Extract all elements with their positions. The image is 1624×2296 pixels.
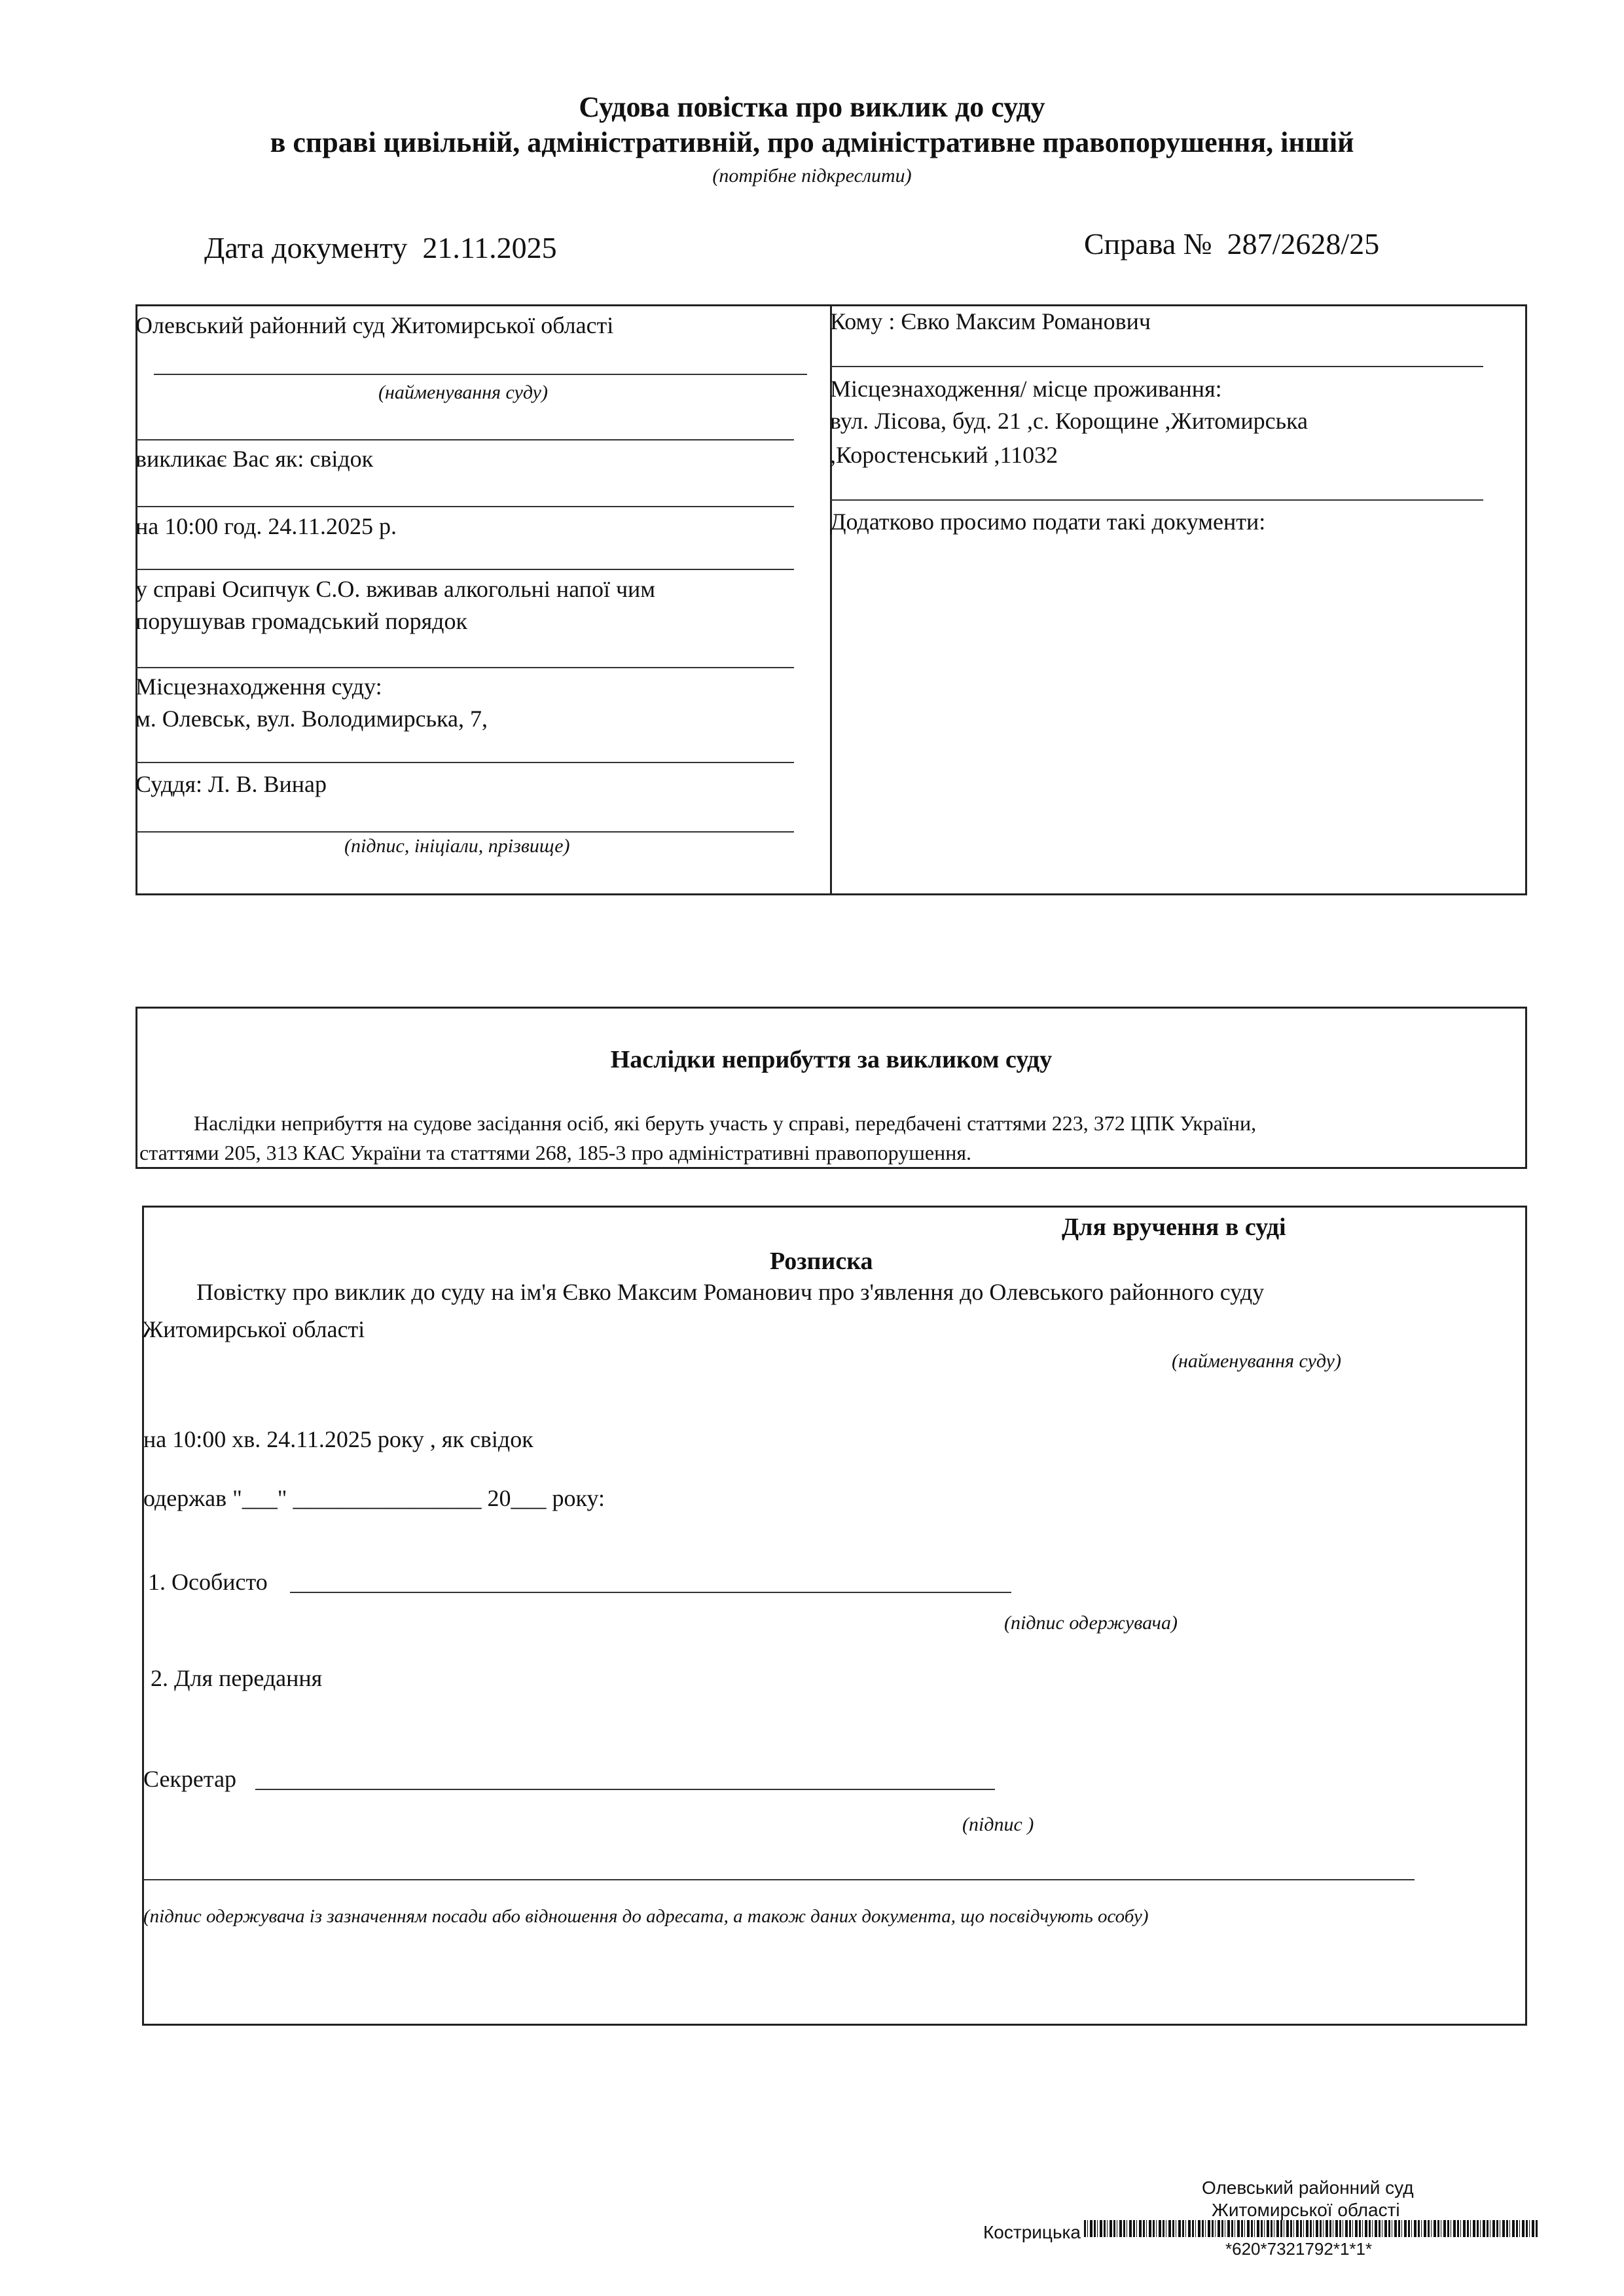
case-description-2: порушував громадський порядок <box>135 608 467 634</box>
court-name: Олевський районний суд Житомирської області <box>135 312 614 338</box>
stamp-court-line-2: Житомирської області <box>1212 2200 1400 2220</box>
consequences-text-1: Наслідки неприбуття на судове засідання осіб, які беруть участь у справі, передбачені статтями 223, 372 ЦПК України, <box>194 1111 1257 1135</box>
court-name-line <box>154 374 807 375</box>
court-name-caption: (найменування суду) <box>378 382 548 403</box>
receipt-time: на 10:00 хв. 24.11.2025 року , як свідок <box>143 1426 533 1452</box>
residence-label: Місцезнаходження/ місце проживання: <box>830 376 1222 402</box>
title-line-2: в справі цивільній, адміністративній, про адміністративне правопорушення, іншій <box>270 126 1354 158</box>
receipt-title: Розписка <box>770 1247 873 1275</box>
transfer-label: 2. Для передання <box>151 1665 323 1691</box>
received-on: одержав "___" ________________ 20___ року: <box>143 1485 605 1511</box>
secretary-label: Секретар <box>143 1766 237 1792</box>
judge-signature-line <box>135 831 794 833</box>
consequences-text-2: статтями 205, 313 КАС України та статтями 268, 185-3 про адміністративні правопорушення. <box>139 1141 972 1164</box>
residence-line-2: ,Коростенський ,11032 <box>830 442 1058 468</box>
recipient-details-line <box>143 1879 1415 1880</box>
receipt-court-caption: (найменування суду) <box>1172 1350 1341 1372</box>
divider-line <box>135 762 794 763</box>
judge: Суддя: Л. В. Винар <box>135 771 327 797</box>
judge-caption: (підпис, ініціали, прізвище) <box>344 835 570 857</box>
consequences-title: Наслідки неприбуття за викликом суду <box>610 1046 1053 1073</box>
document-date <box>204 230 557 265</box>
case-number <box>1084 226 1379 261</box>
calls-as: викликає Вас як: свідок <box>135 446 374 472</box>
residence-underline <box>830 499 1483 501</box>
receipt-line-2: Житомирської області <box>142 1316 365 1342</box>
receipt-line-1: Повістку про виклик до суду на ім'я Євко Максим Романович про з'явлення до Олевського районного суду <box>196 1279 1265 1305</box>
recipient-name: Кому : Євко Максим Романович <box>830 308 1151 334</box>
case-number-label: Справа № <box>1084 227 1212 260</box>
document-date-value: 21.11.2025 <box>422 231 557 264</box>
divider-line <box>135 439 794 440</box>
document-date-label: Дата документу <box>204 231 408 264</box>
case-description-1: у справі Осипчук С.О. вживав алкогольні напої чим <box>135 576 656 602</box>
personally-label: 1. Особисто <box>148 1569 268 1595</box>
clerk-name: Кострицька <box>983 2222 1081 2242</box>
for-court-delivery: Для вручення в суді <box>1062 1213 1286 1241</box>
stamp-court-line-1: Олевський районний суд <box>1202 2178 1414 2198</box>
barcode-image <box>1084 2220 1538 2237</box>
recipient-details-caption: (підпис одержувача із зазначенням посади або відношення до адресата, а також даних документа, що посвідчують особу) <box>143 1906 1149 1927</box>
residence-line-1: вул. Лісова, буд. 21 ,с. Корощине ,Житомирська <box>830 408 1308 434</box>
divider-line <box>135 506 794 507</box>
court-location: м. Олевськ, вул. Володимирська, 7, <box>135 706 488 732</box>
case-number-value: 287/2628/25 <box>1227 227 1380 260</box>
title-line-1: Судова повістка про виклик до суду <box>579 91 1045 123</box>
divider-line <box>135 569 794 570</box>
subtitle: (потрібне підкреслити) <box>712 165 912 187</box>
recipient-signature-caption: (підпис одержувача) <box>1004 1612 1178 1634</box>
divider-line <box>135 667 794 668</box>
summons-time: на 10:00 год. 24.11.2025 р. <box>135 513 397 539</box>
court-location-label: Місцезнаходження суду: <box>135 673 382 700</box>
recipient-line <box>830 366 1483 367</box>
additional-documents: Додатково просимо подати такі документи: <box>830 509 1266 535</box>
recipient-signature-line <box>290 1592 1011 1593</box>
secretary-signature-line <box>255 1789 995 1790</box>
secretary-signature-caption: (підпис ) <box>962 1814 1034 1835</box>
barcode-text: *620*7321792*1*1* <box>1225 2239 1373 2259</box>
